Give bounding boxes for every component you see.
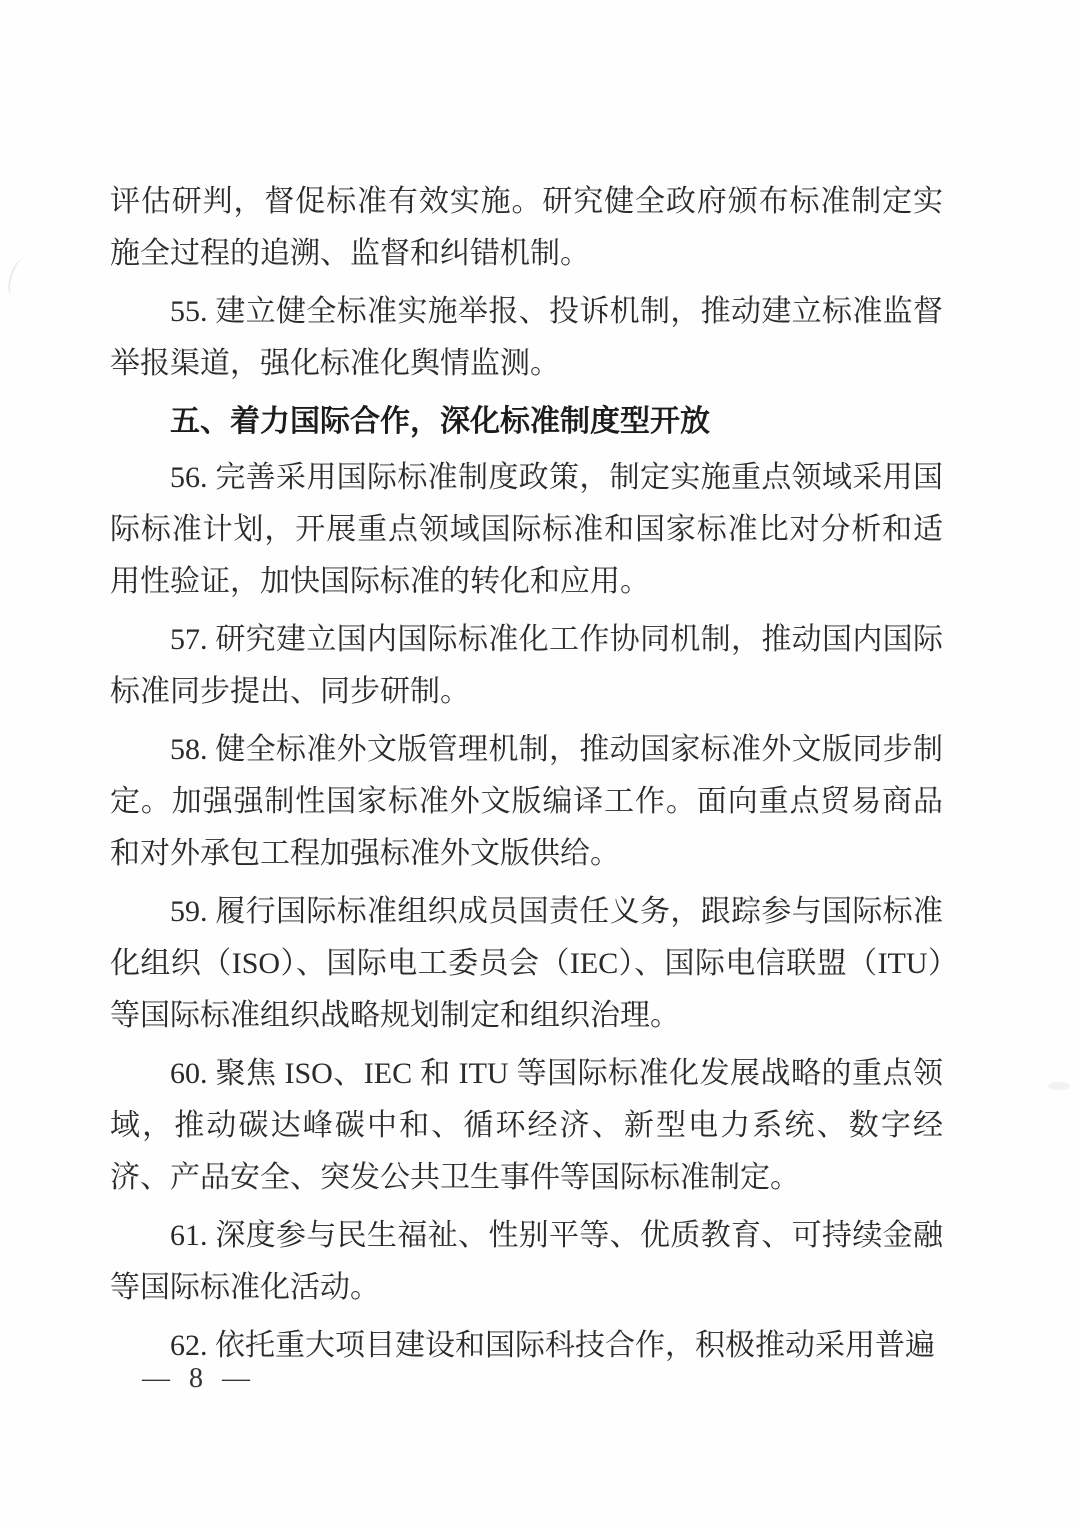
paragraph-56: 56. 完善采用国际标准制度政策，制定实施重点领域采用国际标准计划，开展重点领域国际标准和国家标准比对分析和适用性验证，加快国际标准的转化和应用。: [110, 461, 943, 598]
section-heading-5: 五、着力国际合作，深化标准制度型开放: [170, 405, 710, 438]
paragraph-55: 55. 建立健全标准实施举报、投诉机制，推动建立标准监督举报渠道，强化标准化舆情监测。: [110, 295, 943, 380]
paragraph-57: 57. 研究建立国内国际标准化工作协同机制，推动国内国际标准同步提出、同步研制。: [110, 623, 943, 708]
paragraph-54-continuation: 评估研判，督促标准有效实施。研究健全政府颁布标准制定实施全过程的追溯、监督和纠错机制。: [110, 185, 943, 270]
paragraph-61: 61. 深度参与民生福祉、性别平等、优质教育、可持续金融等国际标准化活动。: [110, 1219, 943, 1304]
paragraph-59: 59. 履行国际标准组织成员国责任义务，跟踪参与国际标准化组织（ISO）、国际电工委员会（IEC）、国际电信联盟（ITU）等国际标准组织战略规划制定和组织治理。: [110, 895, 943, 1032]
scan-artifact-left: [6, 257, 31, 298]
page-number: — 8 —: [142, 1363, 256, 1394]
scan-artifact-right: [1048, 1082, 1070, 1090]
paragraph-58: 58. 健全标准外文版管理机制，推动国家标准外文版同步制定。加强强制性国家标准外文版编译工作。面向重点贸易商品和对外承包工程加强标准外文版供给。: [110, 733, 943, 870]
paragraph-60: 60. 聚焦 ISO、IEC 和 ITU 等国际标准化发展战略的重点领域，推动碳达峰碳中和、循环经济、新型电力系统、数字经济、产品安全、突发公共卫生事件等国际标准制定。: [110, 1057, 943, 1194]
document-body: [110, 176, 943, 1378]
paragraph-62: 62. 依托重大项目建设和国际科技合作，积极推动采用普遍: [170, 1329, 935, 1362]
